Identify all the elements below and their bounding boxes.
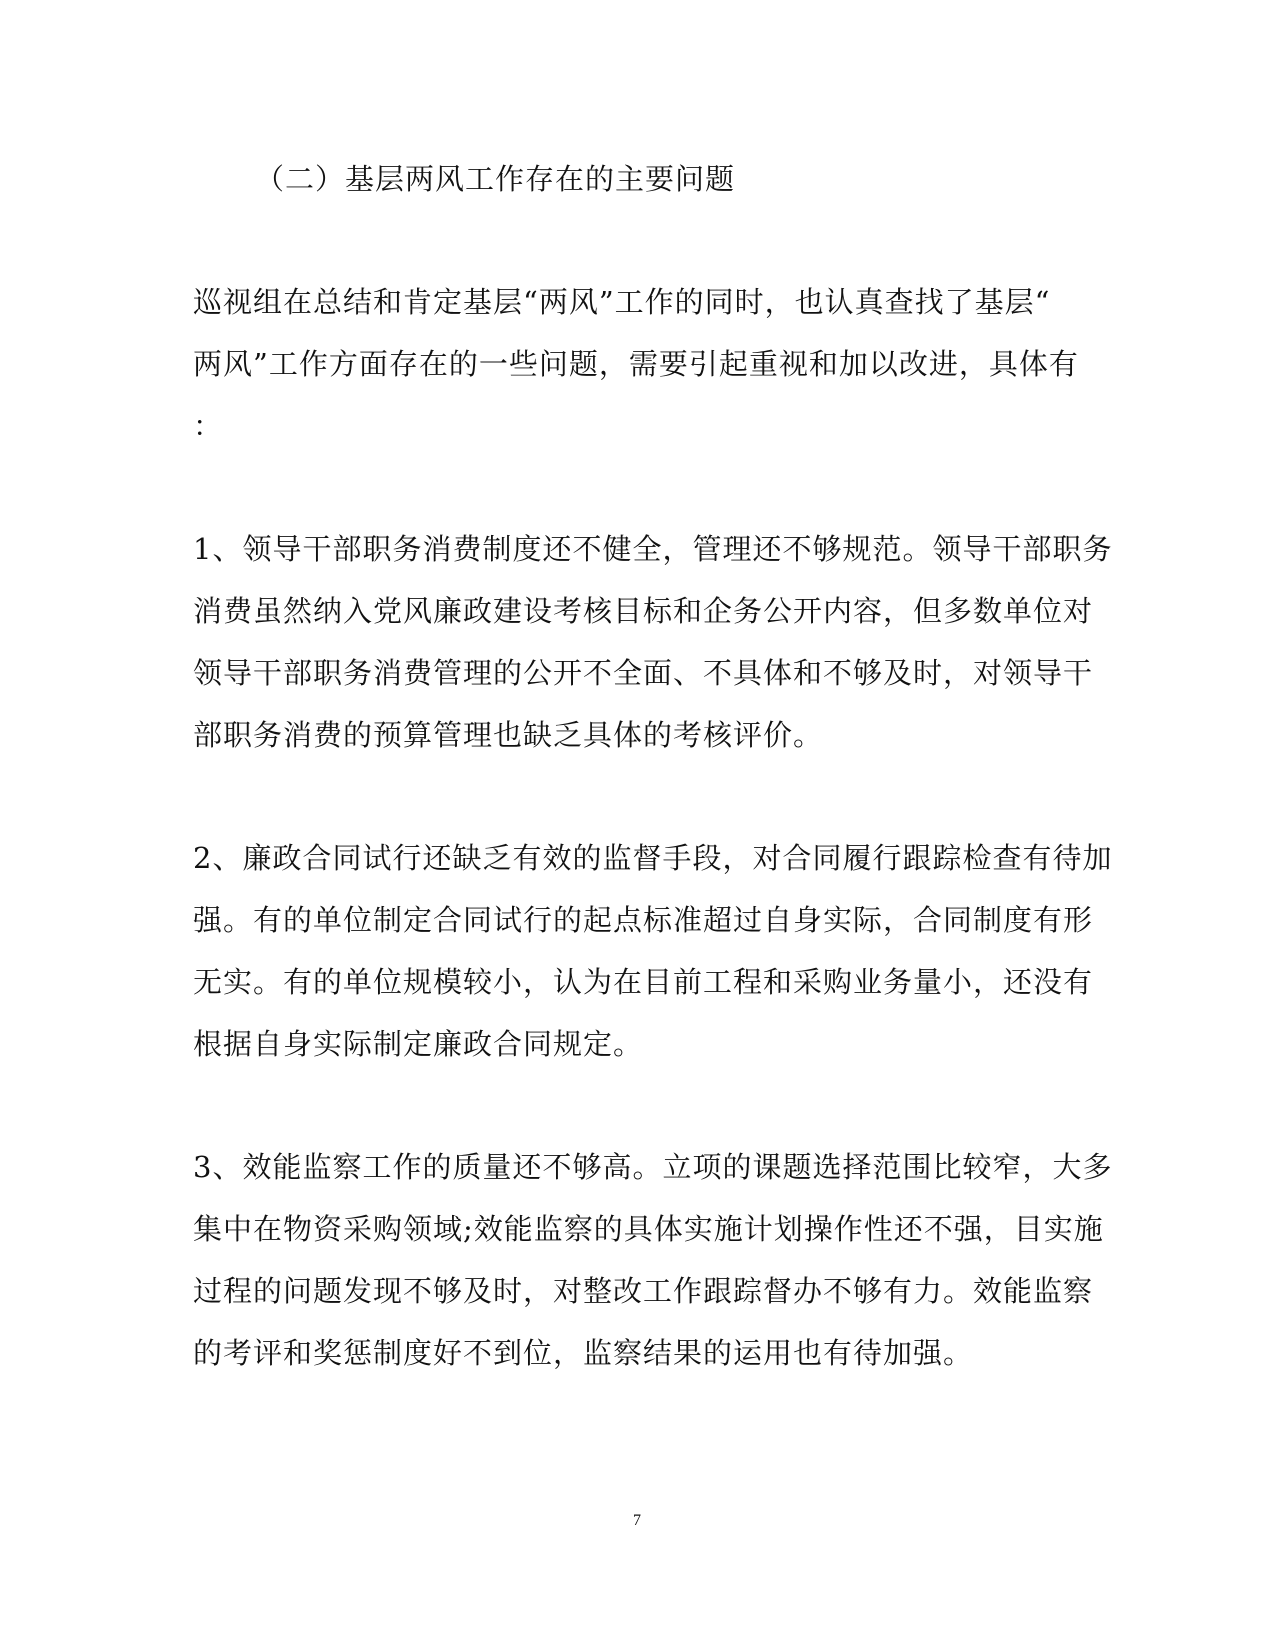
paragraph-line: 巡视组在总结和肯定基层“两风”工作的同时，也认真查找了基层“ bbox=[193, 285, 1051, 319]
section-heading: （二）基层两风工作存在的主要问题 bbox=[255, 162, 736, 196]
paragraph-line: 1、领导干部职务消费制度还不健全，管理还不够规范。领导干部职务 bbox=[193, 532, 1113, 566]
paragraph-line: 集中在物资采购领域;效能监察的具体实施计划操作性还不强，目实施 bbox=[193, 1212, 1104, 1246]
paragraph-line: 过程的问题发现不够及时，对整改工作跟踪督办不够有力。效能监察 bbox=[193, 1274, 1094, 1308]
paragraph-line: 2、廉政合同试行还缺乏有效的监督手段，对合同履行跟踪检查有待加 bbox=[193, 841, 1113, 875]
paragraph-line: 强。有的单位制定合同试行的起点标准超过自身实际，合同制度有形 bbox=[193, 903, 1094, 937]
paragraph-line: 两风”工作方面存在的一些问题，需要引起重视和加以改进，具体有 bbox=[193, 347, 1079, 381]
paragraph-line: 部职务消费的预算管理也缺乏具体的考核评价。 bbox=[193, 718, 824, 752]
page-number: 7 bbox=[633, 1512, 641, 1529]
paragraph-line: 无实。有的单位规模较小，认为在目前工程和采购业务量小，还没有 bbox=[193, 965, 1094, 999]
paragraph-line: ： bbox=[193, 409, 224, 443]
paragraph-line: 根据自身实际制定廉政合同规定。 bbox=[193, 1027, 644, 1061]
paragraph-line: 的考评和奖惩制度好不到位，监察结果的运用也有待加强。 bbox=[193, 1336, 974, 1370]
paragraph-line: 领导干部职务消费管理的公开不全面、不具体和不够及时，对领导干 bbox=[193, 656, 1094, 690]
paragraph-line: 消费虽然纳入党风廉政建设考核目标和企务公开内容，但多数单位对 bbox=[193, 594, 1094, 628]
paragraph-line: 3、效能监察工作的质量还不够高。立项的课题选择范围比较窄，大多 bbox=[193, 1150, 1113, 1184]
